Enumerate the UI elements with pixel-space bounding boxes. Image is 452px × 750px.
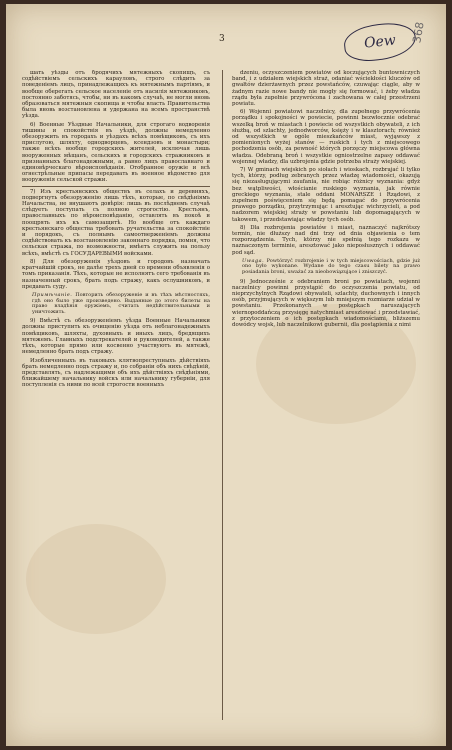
document-page — [6, 4, 446, 746]
paragraph: 7) W gminach wiejskich po siołach i wioskach, rozbrajać li tylko tych, którzy, podług zebranych przez władzę wiadomości, okazują się niezasługującymi zaufania, nie robiąc różnicy wyznania: gdyż bez wątpliwości, włościanie ruskiego wyznania, jak równie greckiego wyznania, stale oddani MONARSZE i Rządowi, z zupełnem poświęceniem się będą pomagać do przywrócenia prawego porządku, przytrzymując i aresztując wichrzycieli, a pod nadzorem wiejskiej straży w powstaniu lub dopomagających w takowem, i przedstawiając władzy tych osób. — [232, 167, 420, 223]
note-text: Powtórzyć rozbrojenie i w tych miejscowościach, gdzie już ono było wykonane. Wydane do tego czasu bilety na prawo posiadania broni, uważać za nieobowiązujące i zniszczyć. — [242, 257, 420, 276]
paragraph: dzeniu, oczyszczeniem powiatów od koczujących buntowniczych band, i z udziałem wiejskich straż, odaniać wściekłości kluczów od gwałtów dzierżawnych przez powstańców, czuwając ciągle, aby w żadnym razie nowe bandy nie mogły się formować, i żeby władza rządu była zupełnie przywrócona i zachowana w całej przestrzeni powiatu. — [232, 70, 420, 108]
paragraph: Изобличенныхъ въ таковыхъ клятвопреступныхъ дѣйствіяхъ брать немедленно подъ стражу и, по собраніи объ нихъ свѣдѣній, представлять, съ надлежащими объ ихъ дѣйствіяхъ свѣдѣніями, ближайшему начальнику войскъ или начальнику губерніи, для поступленія съ ними по всей строгости военныхъ — [22, 357, 210, 389]
note-paragraph — [232, 259, 420, 276]
handwritten-annotation: Oew — [342, 20, 417, 63]
note-paragraph — [22, 293, 210, 315]
paragraph: 6) Wojenni powiatowi naczelnicy, dla zupełnego przywrócenia porządku i spokojności w powiecie, powinni bezwłocznie odebrać wszelką broń w miastach i powiecie od wszystkich obywateli, z ich służbą, od szlachty, jednodworców, księży i w klasztorach; również od wszystkich w ogóle mieszkańców miast, wyjąwszy z pomienionych wyżej stanów — ruskich i tych z miejscowego pochodzenia osób, za pewność których porzęczy miejscowa główna władza. Odebraną broń i wszystkie ogniostrzelne zapasy oddawać wojennej władzy, dla uzbrojenia gdzie potrzeba straży wiejskiej. — [232, 109, 420, 165]
paragraph: 7) Изъ крестьянскихъ обществъ въ селахъ и деревняхъ, подвергнуть обезоруженію лишь тѣхъ, которые, по свѣдѣніямъ Начальства, не внушаютъ довѣрія: лишь въ послѣднемъ случаѣ слѣдуетъ поступать съ полною строгостію. Крестьянъ, православныхъ по вѣроисповѣданію, оставлять въ покоѣ и поощрять ихъ къ самозащитѣ. Но вообще отъ каждаго крестьянскаго общества требовать ручательства за спокойствіе и порядокъ, съ полнымъ самоотверженіемъ должны содѣйствовать къ возстановленію законнаго порядка, помня, что сельская стража, по возможности, имѣетъ служить на пользу всѣхъ, вмѣстѣ съ ГОСУДАРЕВЫМИ войсками. — [22, 188, 210, 257]
section-rule — [22, 186, 210, 187]
right-column-polish — [232, 70, 420, 730]
paragraph: шать уѣзды отъ бродячихъ мятежныхъ скопищъ, съ содѣйствіемъ сельскихъ карауловъ, строго слѣдить за поведеніемъ лицъ, принадлежащихъ къ мятежнымъ партіямъ, и вообще оберегать сельское населеніе отъ насилія мятежниковъ, постоянно заботясь, чтобы, ни въ какомъ случаѣ, не могли вновь образоваться мятежныя скопища и чтобы власть Правительства была вновь возстановлена и удержана на всемъ пространствѣ уѣзда. — [22, 70, 210, 120]
paragraph: 8) Dla rozbrojenia powiatów i miast, naznaczyć najkrótszy termin, nie dłuższy nad dni trzy od dnia objawienia o tem rozporządzenia. Tych, którzy nie spełnią tego rozkazu w naznaczonym terminie, aresztować jako nieposłusznych i oddawać pod sąd. — [232, 224, 420, 256]
pencil-note: 368 — [410, 21, 427, 44]
note-label: Примѣчаніе. — [32, 291, 73, 298]
paragraph: 9) Jednocześnie z odebraniem broni po powiatach, wojenni naczelnicy powinni przystąpić do oczyszczenia powiatu, od nieprzychylnych Rządowi obywateli, szlachty, duchownych i innych osób, przyjmujących w większym lub mniejszym rozmiarze udział w powstaniu. Przekonanych w postępkach naruszających wiernopoddańczą przysięgę natychmiast aresztować i przedstawiać, z przytoczeniem o ich postępkach wiadomościami, bliższemu dowódcy wojsk, lub naczelnikowi gubernii, dla postąpienia z nimi — [232, 278, 420, 329]
paragraph: 9) Вмѣстѣ съ обезоруженіемъ уѣзда Военные Начальники должны приступить къ очищенію уѣзда отъ неблагонадежныхъ помѣщиковъ, шляхты, духовныхъ и иныхъ лицъ, бредящихъ мятежемъ. Главныхъ подстрекателей и руководителей, а также тѣхъ, которые прямо или косвенно участвуютъ въ мятежѣ, немедленно брать подъ стражу. — [22, 318, 210, 356]
note-text: Повторить обезоруженіе и въ тѣхъ мѣстностяхъ, гдѣ оно было уже произведено. Выданные до этого билеты на право владѣнія оружіемъ, считать недѣйствительными и уничтожить. — [32, 291, 210, 315]
left-column-russian — [22, 70, 210, 730]
note-label: Uwaga. — [242, 257, 265, 264]
column-divider — [222, 70, 223, 720]
page-number: 3 — [219, 34, 225, 44]
paragraph: 8) Для обезоруженія уѣздовъ и городовъ назначать кратчайшій срокъ, не далѣе трехъ дней со времени объявленія о томъ приказанія. Тѣхъ, которые не исполнятъ сего требованія въ назначенный срокъ, брать подъ стражу, какъ ослушниковъ, и предавать суду. — [22, 258, 210, 290]
paragraph: 6) Военные Уѣздные Начальники, для строгаго водворенія тишины и спокойствія въ уѣздѣ, должны немедленно обезоружить въ городахъ и уѣздахъ всѣхъ помѣщиковъ, съ ихъ прислугою, шляхту, однодворцевъ, ксендзовъ и монастыри; также всѣхъ вообще городскихъ жителей, исключая лишь вооруженных мѣщанъ, сельскихъ и городскихъ стражниковъ и признанныхъ благонадежными, а равно лицъ православнаго и единовѣрческаго вѣроисповѣданія. Отобранное оружіе и всѣ огнестрѣльные припасы передавать въ военное вѣдомство для вооруженія сельской стражи. — [22, 121, 210, 184]
